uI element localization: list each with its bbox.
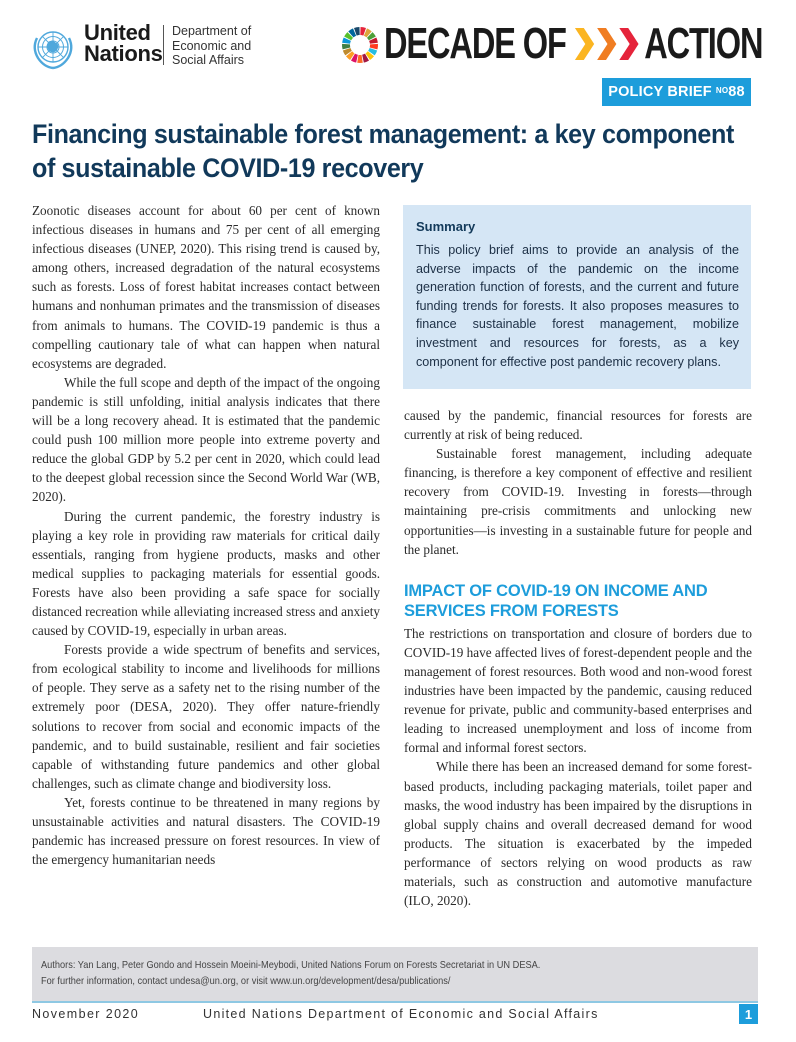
- authors-box: [32, 947, 758, 1003]
- page-number: 1: [739, 1004, 758, 1024]
- chevrons: [573, 24, 640, 64]
- dept-line2: Economic and: [172, 38, 252, 53]
- right-column: [404, 406, 752, 939]
- section-heading: IMPACT OF COVID-19 ON INCOME AND SERVICES FROM FORESTS: [404, 581, 708, 620]
- badge-label: POLICY BRIEF: [608, 84, 712, 100]
- department-name: [172, 24, 251, 68]
- chevron-right-icon: [573, 24, 640, 64]
- badge-no-prefix: NO: [715, 85, 729, 95]
- campaign-text-part2: ACTION: [644, 19, 763, 68]
- summary-heading: Summary: [416, 219, 476, 234]
- body-paragraph: caused by the pandemic, financial resources for forests are currently at risk of being reduced.: [404, 408, 752, 443]
- body-paragraph: Yet, forests continue to be threatened in many regions by unsustainable activities and natural disasters. The COVID-19 pandemic has increased pressure on forest resources. In view of the emergency humanitarian needs: [32, 794, 380, 868]
- body-paragraph: Sustainable forest management, including adequate financing, is therefore a key component of effective and resilient recovery from COVID-19. Investing in forests—through maintaining pre-crisis commitments and unlocking new opportunities—is investing in a sustainable future for people and the planet.: [404, 446, 752, 557]
- body-paragraph: During the current pandemic, the forestry industry is playing a key role in providing raw materials for critical daily essentials, ranging from hygiene products, masks and other medical supplies to packaging materials for essential goods. Forests have also been providing a safe space for socially distanced recreation while alleviating increased stress and anxiety caused by COVID-19, especially in urban areas.: [32, 508, 380, 639]
- page-title: Financing sustainable forest management: a key component of sustainable COVID-19 recovery: [32, 119, 734, 183]
- header-divider: [163, 25, 164, 65]
- publication-date: November 2020: [32, 1007, 140, 1021]
- chevron-right-icon: [619, 28, 638, 60]
- body-paragraph: While there has been an increased demand for some forest-based products, including packaging materials, toilet paper and masks, the wood industry has been impaired by the disruptions in global supply chains and overall decreased demand for wood products. The situation is exacerbated by the impeded performance of sectors relying on wood products as raw materials, such as construction and automotive manufacture (ILO, 2020).: [404, 759, 752, 909]
- body-paragraph: Zoonotic diseases account for about 60 per cent of known infectious diseases in humans and 75 per cent of all emerging infectious diseases (UNEP, 2020). This rising trend is caused by, among others, increased degradation of the natural ecosystems such as forests. Loss of forest habitat increases contact between humans and nonhuman primates and the transmission of diseases from animals to humans. The COVID-19 pandemic is thus a compelling cautionary tale of what can happen when natural ecosystems are degraded.: [32, 203, 380, 371]
- org-name: [84, 22, 163, 64]
- dept-line3: Social Affairs: [172, 53, 245, 67]
- body-paragraph: The restrictions on transportation and closure of borders due to COVID-19 have affected lives of forest-dependent people and the management of forest resources. Both wood and non-wood forest industries have been impacted by the pandemic, causing reduced revenue for private, public and community-based enterprises and leading to increased unemployment and loss of income from formal and informal forest sectors.: [404, 625, 752, 756]
- sdg-wheel-icon: [341, 26, 379, 64]
- body-paragraph: Forests provide a wide spectrum of benefits and services, from ecological stability to income and livelihoods for millions of people. They serve as a safety net to the rising number of the extremely poor (DESA, 2020). They offer nature-friendly solutions to recover from social and economic impacts of the pandemic, and to build sustainable, resilient and fair societies capable of withstanding future pandemics and other global challenges, such as climate change and biodiversity loss.: [32, 642, 380, 791]
- sdg-wheel-segment: [357, 55, 363, 63]
- summary-text: This policy brief aims to provide an analysis of the adverse impacts of the pandemic on the income generation function of forests, and the current and future funding trends for forests. It also proposes measures to finance sustainable forest management, mobilize investment and resources for forests, as a key component for effective post pandemic recovery plans.: [416, 243, 739, 369]
- authors-text: Authors: Yan Lang, Peter Gondo and Hossein Moeini-Meybodi, United Nations Forum on Forests Secretariat in UN DESA.: [41, 959, 541, 971]
- org-name-line2: Nations: [84, 41, 163, 66]
- chevron-right-icon: [575, 28, 594, 60]
- dept-line1: Department of: [172, 24, 252, 38]
- policy-brief-badge: [602, 78, 751, 106]
- body-paragraph: While the full scope and depth of the impact of the ongoing pandemic is still unfolding, initial analysis indicates that there will be a long recovery ahead. It is estimated that the pandemic could push 100 million more people into extreme poverty and reduce the global GDP by 5.2 per cent in 2020, which could lead to the deepest global recession since the Second World War (WB, 2020).: [32, 374, 380, 505]
- chevron-right-icon: [597, 28, 616, 60]
- summary-box: [403, 205, 751, 389]
- badge-number: 88: [728, 84, 745, 100]
- decade-of-action-logo: [384, 19, 762, 69]
- un-emblem-icon: [30, 24, 76, 70]
- left-column: [32, 201, 380, 939]
- footer-organization: United Nations Department of Economic and Social Affairs: [203, 1007, 599, 1021]
- campaign-text-part1: DECADE OF: [384, 19, 566, 68]
- org-name-line1: United: [84, 20, 151, 45]
- contact-text: For further information, contact undesa@un.org, or visit www.un.org/development/desa/publications/: [41, 975, 451, 987]
